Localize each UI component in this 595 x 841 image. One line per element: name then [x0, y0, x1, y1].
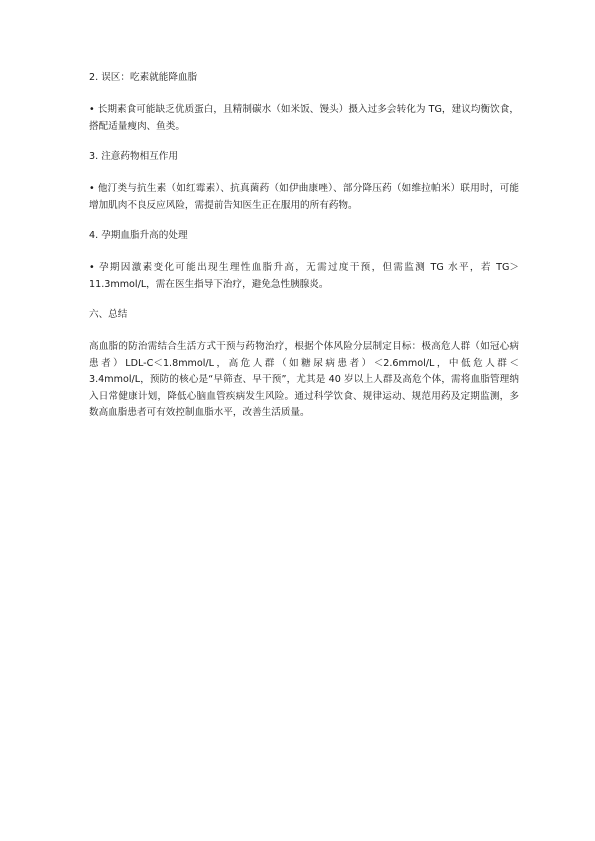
summary-heading: 六、总结 [89, 309, 128, 320]
section-paragraph-drug-interaction [89, 181, 519, 214]
section-heading-misconception: 2. 误区：吃素就能降血脂 [89, 72, 198, 83]
paragraph-text: 长期素食可能缺乏优质蛋白，且精制碳水（如米饭、馒头）摄入过多会转化为 TG，建议均衡饮食，搭配适量瘦肉、鱼类。 [89, 104, 519, 132]
paragraph-text: 孕期因激素变化可能出现生理性血脂升高，无需过度干预，但需监测 TG 水平，若 TG＞11.3mmol/L，需在医生指导下治疗，避免急性胰腺炎。 [89, 262, 519, 290]
bullet-marker: • [89, 104, 95, 115]
section-paragraph-pregnancy [89, 260, 519, 293]
summary-paragraph: 高血脂的防治需结合生活方式干预与药物治疗，根据个体风险分层制定目标：极高危人群（如冠心病患者）LDL-C＜1.8mmol/L，高危人群（如糖尿病患者）＜2.6mmol/L，中低危人群＜3.4mmol/L，预防的核心是“早筛查、早干预”，尤其是 40 岁以上人群及高危个体，需将血脂管理纳入日常健康计划，降低心脑血管疾病发生风险。通过科学饮食、规律运动、规范用药及定期监测，多数高血脂患者可有效控制血脂水平，改善生活质量。 [89, 341, 519, 418]
section-paragraph-misconception [89, 102, 519, 135]
section-heading-drug-interaction: 3. 注意药物相互作用 [89, 151, 178, 162]
bullet-marker: • [89, 183, 95, 194]
paragraph-text: 他汀类与抗生素（如红霉素）、抗真菌药（如伊曲康唑）、部分降压药（如维拉帕米）联用时，可能增加肌肉不良反应风险，需提前告知医生正在服用的所有药物。 [89, 183, 519, 211]
bullet-marker: • [89, 262, 95, 273]
section-heading-pregnancy: 4. 孕期血脂升高的处理 [89, 230, 188, 241]
document-body [89, 70, 519, 436]
